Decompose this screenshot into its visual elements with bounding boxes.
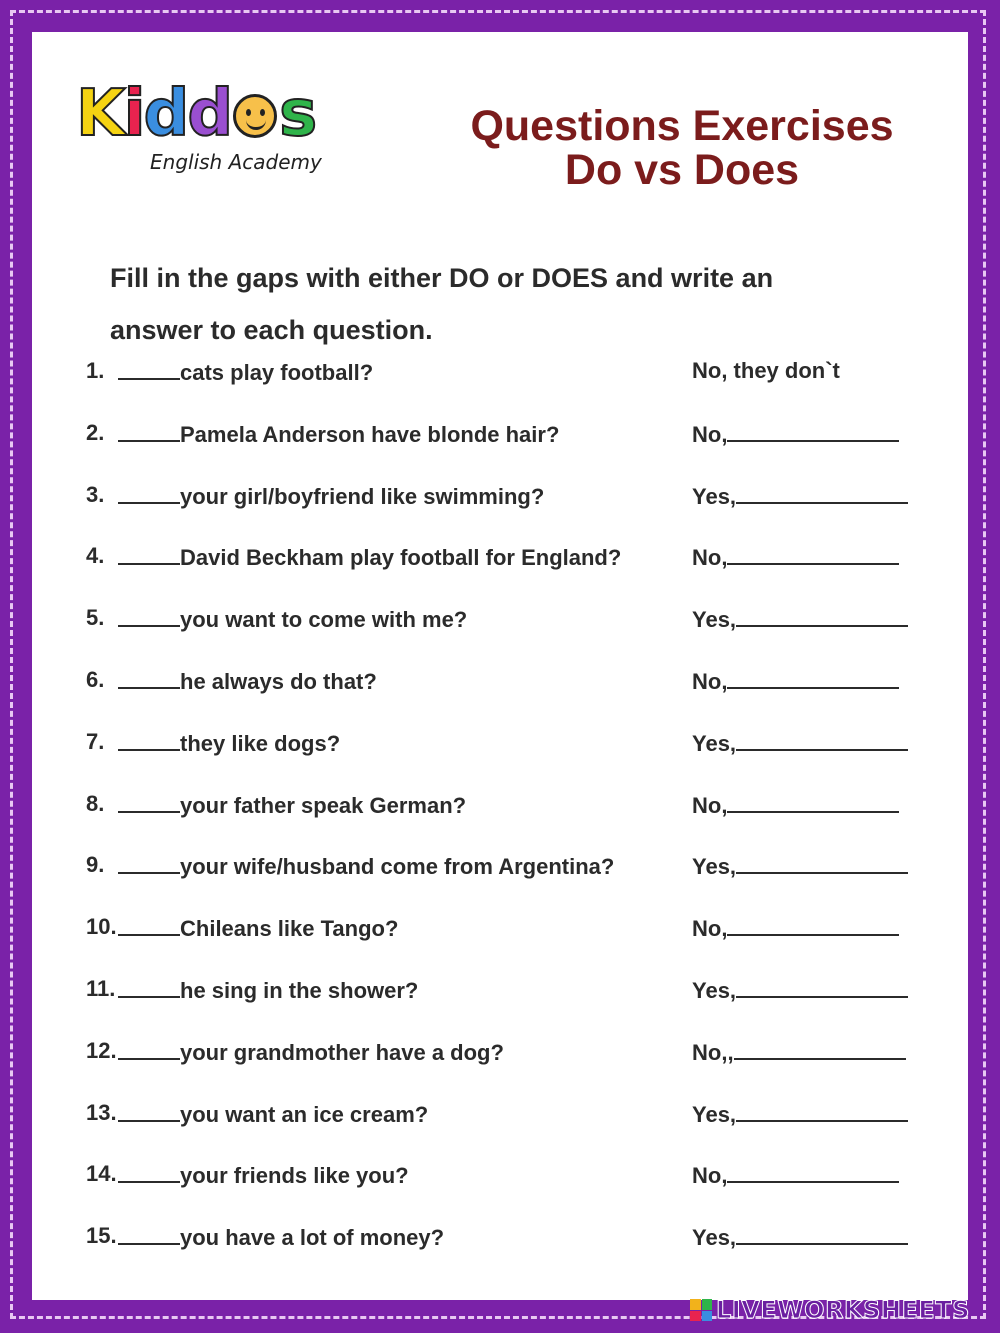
answer-blank[interactable] (727, 543, 899, 565)
question-number: 6. (86, 666, 105, 692)
question-row (32, 729, 968, 791)
answer-blank[interactable] (736, 605, 908, 627)
question-number: 11. (86, 975, 116, 1001)
question-row (32, 420, 968, 482)
answer (692, 482, 908, 510)
watermark-text: LIVEWORKSHEETS (716, 1296, 970, 1324)
do-does-blank[interactable] (118, 914, 180, 936)
answer (692, 1161, 899, 1189)
question-text (118, 976, 418, 1004)
logo-letter: d (143, 77, 188, 151)
question-sentence: cats play football? (180, 360, 374, 385)
answer (692, 791, 899, 819)
question-text (118, 482, 544, 510)
answer (692, 1100, 908, 1128)
instructions: Fill in the gaps with either DO or DOES and write an answer to each question. (110, 263, 774, 345)
question-sentence: your grandmother have a dog? (180, 1039, 504, 1065)
do-does-blank[interactable] (118, 543, 180, 565)
liveworksheets-logo-icon (690, 1299, 712, 1321)
answer-prefix: Yes, (692, 854, 737, 880)
do-does-blank[interactable] (118, 667, 180, 689)
question-sentence: David Beckham play football for England? (180, 545, 622, 571)
question-text (118, 791, 466, 819)
question-row (32, 852, 968, 914)
answer (692, 420, 899, 448)
answer-prefix: Yes, (692, 977, 737, 1003)
answer (692, 543, 899, 571)
question-sentence: Pamela Anderson have blonde hair? (180, 421, 560, 447)
answer-prefix: Yes, (692, 607, 737, 633)
answer-prefix: Yes, (692, 483, 737, 509)
question-sentence: your girl/boyfriend like swimming? (180, 483, 545, 509)
question-number: 4. (86, 543, 105, 569)
question-row (32, 1100, 968, 1162)
answer (692, 605, 908, 633)
kiddos-logo (76, 77, 326, 212)
answer-prefix: No, (692, 668, 728, 694)
logo-letter: d (187, 77, 232, 151)
logo-letter: i (123, 77, 144, 151)
question-number: 15. (86, 1223, 117, 1249)
answer (692, 667, 899, 695)
answer-blank[interactable] (736, 1223, 908, 1245)
answer-prefix: No, they don`t (692, 358, 840, 383)
answer-blank[interactable] (736, 1100, 908, 1122)
question-sentence: your father speak German? (180, 792, 467, 818)
question-sentence: he sing in the shower? (180, 977, 419, 1003)
question-number: 7. (86, 728, 105, 754)
question-row (32, 482, 968, 544)
question-row (32, 914, 968, 976)
question-text (118, 667, 377, 695)
answer-blank[interactable] (734, 1038, 906, 1060)
do-does-blank[interactable] (118, 976, 180, 998)
question-number: 1. (86, 358, 105, 383)
question-text (118, 420, 559, 448)
answer-blank[interactable] (736, 852, 908, 874)
answer (692, 914, 899, 942)
question-sentence: your friends like you? (180, 1163, 409, 1189)
answer-prefix: No, (692, 916, 728, 942)
question-row (32, 1161, 968, 1223)
answer-prefix: Yes, (692, 1225, 737, 1251)
answer-blank[interactable] (736, 482, 908, 504)
do-does-blank[interactable] (118, 791, 180, 813)
question-row (32, 667, 968, 729)
answer-prefix: No, (692, 545, 728, 571)
do-does-blank[interactable] (118, 1100, 180, 1122)
answer-prefix: No, (692, 421, 728, 447)
answer (692, 729, 908, 757)
answer-blank[interactable] (727, 420, 899, 442)
answer-blank[interactable] (727, 667, 899, 689)
question-row (32, 358, 968, 420)
question-row (32, 976, 968, 1038)
question-number: 5. (86, 605, 105, 631)
answer (692, 358, 840, 384)
question-text (118, 358, 373, 386)
answer-blank[interactable] (727, 914, 899, 936)
question-number: 12. (86, 1037, 117, 1063)
title-line-2: Do vs Does (564, 146, 800, 194)
question-text (118, 852, 614, 880)
question-row (32, 543, 968, 605)
question-number: 13. (86, 1099, 117, 1125)
logo-letter: K (76, 77, 124, 151)
question-sentence: you want an ice cream? (180, 1101, 429, 1127)
liveworksheets-watermark (690, 1296, 970, 1324)
answer-prefix: Yes, (692, 730, 737, 756)
question-row (32, 791, 968, 853)
do-does-blank[interactable] (118, 852, 180, 874)
smiley-face-icon (233, 94, 277, 138)
question-row (32, 1223, 968, 1285)
do-does-blank[interactable] (118, 729, 180, 751)
answer-prefix: Yes, (692, 1101, 737, 1127)
do-does-blank[interactable] (118, 1161, 180, 1183)
question-list (32, 358, 968, 1285)
question-number: 9. (86, 852, 105, 878)
answer (692, 1038, 906, 1066)
question-number: 10. (86, 914, 117, 940)
question-sentence: you have a lot of money? (180, 1225, 445, 1251)
logo-wordmark (76, 77, 326, 151)
do-does-blank[interactable] (118, 420, 180, 442)
question-row (32, 605, 968, 667)
question-number: 14. (86, 1161, 117, 1187)
answer (692, 852, 908, 880)
worksheet-title (402, 104, 962, 192)
question-sentence: you want to come with me? (180, 607, 468, 633)
do-does-blank[interactable] (118, 358, 180, 380)
do-does-blank[interactable] (118, 1038, 180, 1060)
question-sentence: Chileans like Tango? (180, 916, 399, 942)
do-does-blank[interactable] (118, 605, 180, 627)
do-does-blank[interactable] (118, 482, 180, 504)
answer (692, 976, 908, 1004)
logo-subtitle: English Academy (150, 150, 322, 174)
answer-blank[interactable] (736, 729, 908, 751)
answer-blank[interactable] (736, 976, 908, 998)
title-line-1: Questions Exercises (470, 102, 894, 150)
question-text (118, 543, 621, 571)
logo-letter: s (279, 77, 316, 151)
answer-prefix: No, (692, 792, 728, 818)
question-number: 3. (86, 481, 105, 507)
question-text (118, 1223, 444, 1251)
question-number: 8. (86, 790, 105, 816)
worksheet (32, 32, 968, 1300)
question-row (32, 1038, 968, 1100)
do-does-blank[interactable] (118, 1223, 180, 1245)
question-text (118, 729, 340, 757)
question-text (118, 1100, 428, 1128)
question-text (118, 605, 467, 633)
answer-blank[interactable] (727, 791, 899, 813)
answer (692, 1223, 908, 1251)
question-sentence: your wife/husband come from Argentina? (180, 854, 615, 880)
answer-prefix: No,, (692, 1039, 734, 1065)
question-text (118, 914, 398, 942)
question-number: 2. (86, 419, 105, 445)
question-sentence: he always do that? (180, 668, 377, 694)
question-sentence: they like dogs? (180, 730, 341, 756)
question-text (118, 1038, 504, 1066)
question-text (118, 1161, 409, 1189)
answer-blank[interactable] (727, 1161, 899, 1183)
answer-prefix: No, (692, 1163, 728, 1189)
